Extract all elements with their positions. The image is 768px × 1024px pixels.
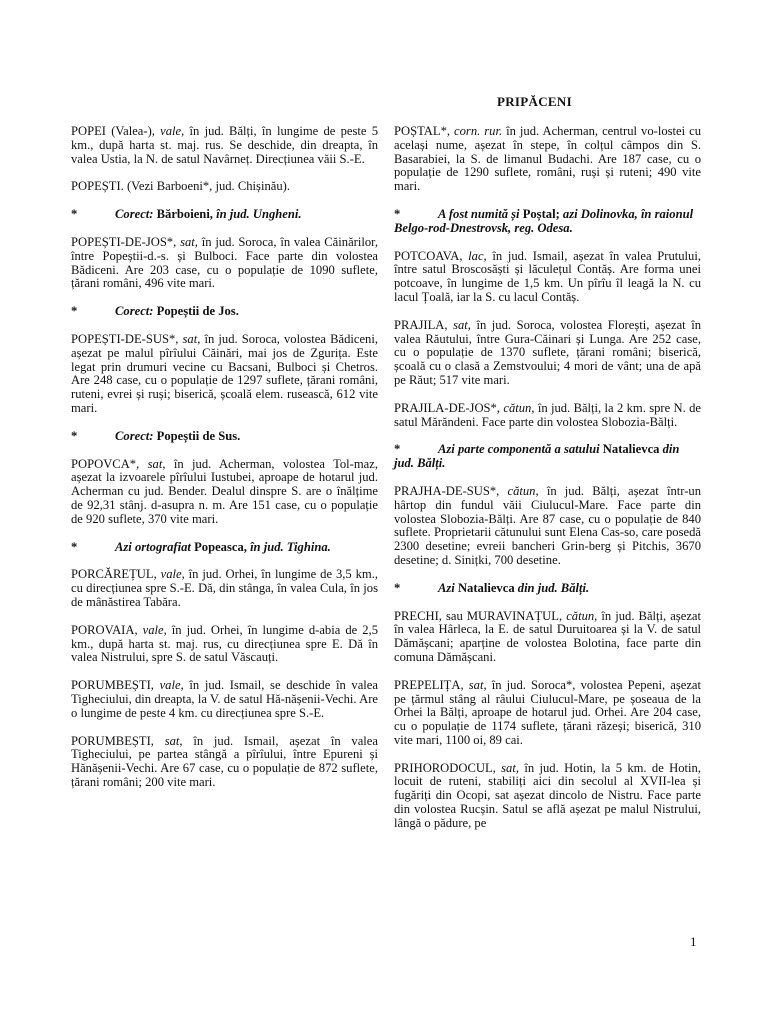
entry-headword: PORCĂREȚUL, [71,567,161,582]
entry-body: în jud. Acherman, volostea Tol-maz, așezat la izvoarele pîrîului Iustubei, aproape de hotarul jud. Acherman cu jud. Bender. Dealul dinspre S. are o înălțime de 92,31 stânj. d-asupra n. m. Are 151 case, cu o populație de 920 suflete, 370 vite mari. [71,456,378,526]
entry-headword: POPOVCA*, [71,456,148,471]
entry-headword: PRAJHA-DE-SUS*, [394,483,508,498]
entry-body: în jud. Ismail, așezat în valea Prutului, între satul Broscosăști și lăculețul Contăș. Are forma unei potcoave, în lungime de 1,5 km. Un pîrîu îl leagă la N. cu lacul Țoală, iar la S. cu lacul Contăș. [394,248,701,304]
entry-headword: POTCOAVA, [394,248,469,263]
entry-kind: sat, [453,317,471,332]
note-main: Natalievca [454,580,518,595]
entry-body: în jud. Orhei, în lungime d-abia de 2,5 km., după harta st. maj. rus, cu direcțiunea spre E. Dă în valea Nistrului, spre S. de satul Văscauți. [71,622,378,665]
dictionary-entry [394,762,701,831]
left-column [71,125,378,804]
dictionary-entry [394,402,701,430]
entry-headword: PRAJILA, [394,317,454,332]
entry-body: în jud. Bălți, așezat în valea Hârleca, la E. de satul Duruitoarea și la V. de satul Dămășcani; aparține de volostea Bolotina, face parte din comuna Dămășcani. [394,608,702,664]
entry-kind: vale, [160,567,185,582]
dictionary-entry [394,485,701,568]
note-label: Corect: [115,428,154,443]
entry-kind: vale, [142,622,167,637]
note-label: A fost numită și [438,206,520,221]
entry-kind: cătun, [507,483,539,498]
note-label: Azi ortografiat [115,539,191,554]
dictionary-entry [394,319,701,388]
dictionary-entry [71,333,378,416]
editor-note [71,305,378,319]
dictionary-entry [71,568,378,609]
note-asterisk: * [394,206,401,221]
note-main: Popeasca, [190,539,251,554]
dictionary-entry [394,125,701,194]
note-label: Azi parte componentă a satului [438,442,600,457]
entry-headword: PRAJILA-DE-JOS*, [394,400,504,415]
editor-note [394,208,701,236]
running-head: PRIPĂCENI [497,94,572,109]
entry-body: în jud. Ismail, așezat în valea Tigheciului, pe partea stângă a pîrîului, între Epureni și Hănășenii-Vechi. Are 67 case, cu o populație de 872 suflete, țărani români; 200 vite mari. [71,733,378,789]
entry-body: în jud. Soroca, volostea Florești, așezat în valea Răutului, între Gura-Căinari și Lunga. Are 252 case, cu o populație de 1370 suflete, țărani români; biserică, școală cu o clasă a Zemstvoului; 4 mori de vânt; una de apă pe Răut; 517 vite mari. [394,317,701,387]
entry-kind: corn. rur. [454,124,503,138]
entry-body: în jud. Hotin, la 5 km. de Hotin, locuit de ruteni, stabiliți aici din secolul al XVII-lea și fugăriți din Ocopi, sat așezat dincolo de Nistru. Face parte din volostea Rucșin. Satul se află așezat pe malul Nistrului, lângă o pădure, pe [394,760,701,830]
editor-note [71,430,378,444]
entry-headword: POPEȘTI-DE-JOS*, [71,234,181,249]
entry-body: în jud. Bălți, așezat într-un hârtop din fundul văii Ciulucul-Mare. Face parte din volostea Slobozia-Bălți. Are 87 case, cu o populație de 840 suflete. Proprietarii cătunului sunt Elena Cas-so, care posedă 2300 desetine; evreii bancheri Grin-berg și Pitchis, 3670 desetine; d. Sinițki, 700 desetine. [394,483,701,567]
entry-kind: vale, [159,678,184,693]
entry-kind: sat, [182,331,201,346]
entry-headword: POPEȘTI-DE-SUS*, [71,331,183,346]
dictionary-entry [71,679,378,720]
entry-kind: sat, [501,760,520,775]
entry-kind: sat, [164,733,183,748]
entry-kind: vale, [160,124,185,138]
editor-note [71,541,378,555]
editor-note [71,208,378,222]
note-main: Bărboieni, [153,207,217,222]
dictionary-entry [394,679,701,748]
entry-kind: cătun, [503,400,535,415]
entry-headword: POPEȘTI. [71,179,127,194]
note-main: Popeștii de Jos. [153,304,239,319]
dictionary-entry [394,250,701,305]
note-label: Azi [438,580,455,595]
entry-kind: sat, [468,677,487,692]
entry-headword: PRIHORODOCUL, [394,760,502,775]
note-asterisk: * [71,304,78,319]
entry-body: (Vezi Barboeni*, jud. Chișinău). [126,179,290,194]
entry-body: în jud. Soroca*, volostea Pepeni, așezat pe țărmul stâng al râului Ciulucul-Mare, pe șoseaua de la Orhei la Bălți, aproape de hotarul jud. Orhei. Are 204 case, cu o populație de 1174 suflete, țărani răzeși; biserică, 310 vite mari, 1100 oi, 89 cai. [394,677,701,747]
dictionary-entry [71,180,378,194]
note-tail: în jud. Ungheni. [216,207,302,222]
note-main: Natalievca [599,442,663,457]
note-tail: din jud. Bălți. [394,442,680,471]
entry-body: în jud. Bălți, în lungime de peste 5 km., după harta st. maj. rus. Se deschide, din dreapta, în valea Ustia, la N. de satul Navârneț. Direcțiunea văii S.-E. [71,124,378,166]
note-tail: din jud. Bălți. [517,580,590,595]
note-label: Corect: [115,304,154,319]
right-column [394,125,701,845]
editor-note [394,443,701,471]
entry-headword: PORUMBEȘTI, [71,733,165,748]
note-asterisk: * [71,539,78,554]
entry-body: în jud. Soroca, în valea Căinărilor, între Popeștii-d.-s. și Bulboci. Face parte din volostea Bădiceni. Are 203 case, cu o populație de 1090 suflete, țărani români, 496 vite mari. [71,234,378,291]
entry-kind: sat, [147,456,166,471]
note-tail: în jud. Tighina. [250,539,331,554]
note-tail: azi Dolinovka, în raionul Belgo-rod-Dnestrovsk, reg. Odesa. [394,206,694,235]
entry-headword: POPEI (Valea-), [71,124,161,138]
entry-headword: PRECHI, sau MURAVINAȚUL, [394,608,567,623]
entry-kind: cătun, [566,608,598,623]
entry-kind: sat, [180,234,198,249]
dictionary-entry [71,624,378,665]
entry-headword: PORUMBEȘTI, [71,678,160,693]
entry-headword: POROVAIA, [71,622,143,637]
note-asterisk: * [71,207,78,222]
entry-headword: POȘTAL*, [394,124,455,138]
note-label: Corect: [115,207,154,222]
page-number: 1 [690,934,697,949]
note-asterisk: * [394,580,401,595]
note-main: Poștal; [519,206,563,221]
note-asterisk: * [394,442,401,457]
entry-body: în jud. Soroca, volostea Bădiceni, așezat pe malul pîrîului Căinări, mai jos de Zgurița. Este legat prin drumuri vecine cu Bacsani, Bulboci și Chetros. Are 248 case, cu o populație de 1297 suflete, țărani români, ruteni, evrei și ruși; biserică, școală elem. rusească, 612 vite mari. [71,331,378,415]
entry-body: în jud. Ismail, se deschide în valea Tigheciului, din dreapta, la V. de satul Hă-nășenii-Vechi. Are o lungime de peste 4 km. cu direcțiunea spre S.-E. [71,678,378,720]
entry-body: în jud. Bălți, la 2 km. spre N. de satul Mărăndeni. Face parte din volostea Slobozia-Bălți. [394,400,702,429]
entry-headword: PREPELIȚA, [394,677,469,692]
entry-body: în jud. Orhei, în lungime de 3,5 km., cu direcțiunea spre S.-E. Dă, din stânga, în valea Cula, în jos de mânăstirea Tabăra. [71,567,378,609]
dictionary-entry [71,735,378,790]
note-asterisk: * [71,428,78,443]
note-main: Popeștii de Sus. [153,428,241,443]
dictionary-entry [71,125,378,166]
dictionary-entry [71,236,378,291]
entry-body: în jud. Acherman, centrul vo-lostei cu același nume, așezat în stepe, în colțul câmpos din S. Basarabiei, la S. de limanul Budachi. Are 187 case, cu o populație de 1290 suflete, români, ruși și ruteni; 490 vite mari. [394,124,701,194]
dictionary-entry [394,610,701,665]
editor-note [394,582,701,596]
dictionary-entry [71,458,378,527]
entry-kind: lac, [468,248,487,263]
